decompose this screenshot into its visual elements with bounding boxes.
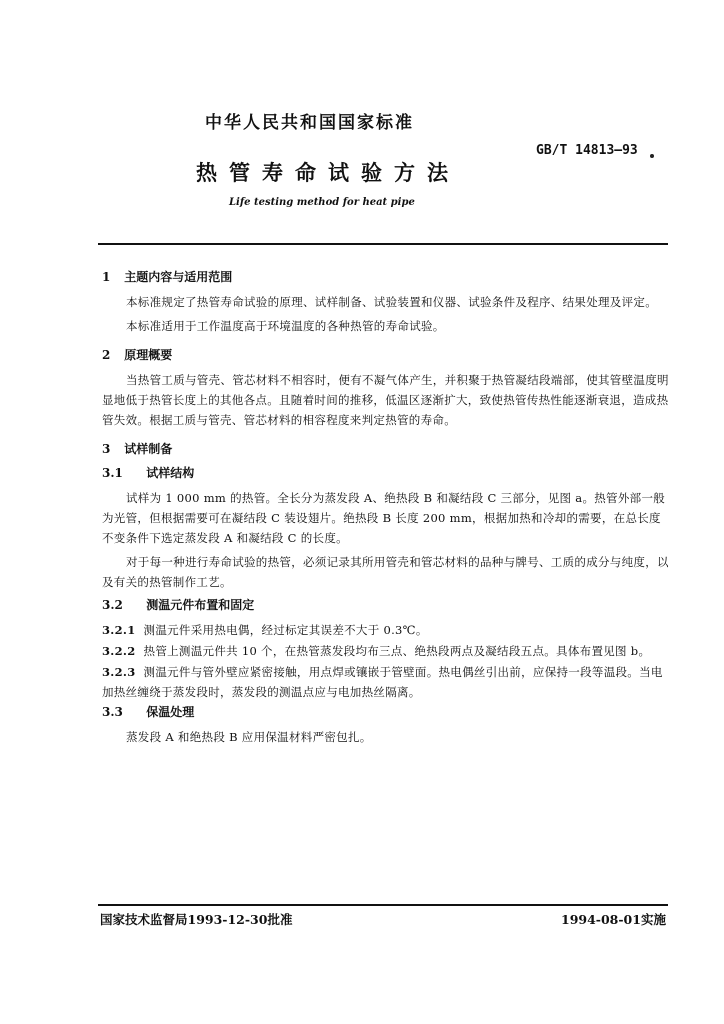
section-heading xyxy=(102,440,669,458)
section-heading xyxy=(102,268,669,286)
paragraph: 蒸发段 A 和绝热段 B 应用保温材料严密包扎。 xyxy=(126,730,372,744)
paragraph: 本标准规定了热管寿命试验的原理、试样制备、试验装置和仪器、试验条件及程序、结果处理及评定。 xyxy=(126,295,657,309)
subsection-heading xyxy=(102,596,669,614)
footer-divider xyxy=(98,904,668,906)
subsection-title: 测温元件布置和固定 xyxy=(146,598,255,612)
clause-number: 3.2.1 xyxy=(102,623,136,637)
subsection-number: 3.1 xyxy=(102,466,123,480)
clause-text: 测温元件与管外壁应紧密接触，用点焊或镶嵌于管壁面。热电偶丝引出前，应保持一段等温段。当电加热丝缠绕于蒸发段时，蒸发段的测温点应与电加热丝隔离。 xyxy=(102,665,663,699)
paragraph: 试样为 1 000 mm 的热管。全长分为蒸发段 A、绝热段 B 和凝结段 C 三部分，见图 a。热管外部一般为光管，但根据需要可在凝结段 C 装设翅片。绝热段 B 长度 200 mm，根据加热和冷却的需要，在总长度不变条件下选定蒸发段 A 和凝结段 C 的长度。 xyxy=(102,491,666,545)
section-title: 试样制备 xyxy=(124,442,173,456)
section-heading xyxy=(102,346,669,364)
approval-line: 国家技术监督局1993-12-30批准 xyxy=(100,912,293,927)
document-title-zh: 热管寿命试验方法 xyxy=(196,160,460,185)
subsection-number: 3.3 xyxy=(102,705,123,719)
document-body xyxy=(102,268,669,751)
effective-date: 1994-08-01实施 xyxy=(561,912,666,927)
paragraph: 本标准适用于工作温度高于环境温度的各种热管的寿命试验。 xyxy=(126,319,445,333)
header-divider xyxy=(98,243,668,245)
subsection-heading xyxy=(102,464,669,482)
clause-number: 3.2.2 xyxy=(102,644,136,658)
clause-item xyxy=(102,662,669,702)
subsection-title: 试样结构 xyxy=(146,466,195,480)
paragraph: 当热管工质与管壳、管芯材料不相容时，便有不凝气体产生，并积聚于热管凝结段端部，使其管壁温度明显地低于热管长度上的其他各点。且随着时间的推移，低温区逐渐扩大，致使热管传热性能逐渐衰退，造成热管失效。根据工质与管壳、管芯材料的相容程度来判定热管的寿命。 xyxy=(102,373,669,427)
clause-item xyxy=(102,620,669,640)
section-number: 3 xyxy=(102,442,111,456)
scan-dot xyxy=(650,154,654,158)
section-number: 2 xyxy=(102,348,111,362)
section-title: 原理概要 xyxy=(124,348,173,362)
clause-number: 3.2.3 xyxy=(102,665,136,679)
section-number: 1 xyxy=(102,270,111,284)
document-code: GB/T 14813—93 xyxy=(536,143,638,158)
clause-item xyxy=(102,641,669,661)
clause-text: 测温元件采用热电偶，经过标定其误差不大于 0.3℃。 xyxy=(143,623,428,637)
subsection-heading xyxy=(102,703,669,721)
clause-text: 热管上测温元件共 10 个，在热管蒸发段均布三点、绝热段两点及凝结段五点。具体布置见图 b。 xyxy=(143,644,651,658)
national-standard-heading: 中华人民共和国国家标准 xyxy=(205,113,414,133)
document-title-en: Life testing method for heat pipe xyxy=(229,197,415,208)
paragraph: 对于每一种进行寿命试验的热管，必须记录其所用管壳和管芯材料的品种与牌号、工质的成分与纯度，以及有关的热管制作工艺。 xyxy=(102,555,669,589)
subsection-number: 3.2 xyxy=(102,598,123,612)
section-title: 主题内容与适用范围 xyxy=(124,270,233,284)
subsection-title: 保温处理 xyxy=(146,705,195,719)
